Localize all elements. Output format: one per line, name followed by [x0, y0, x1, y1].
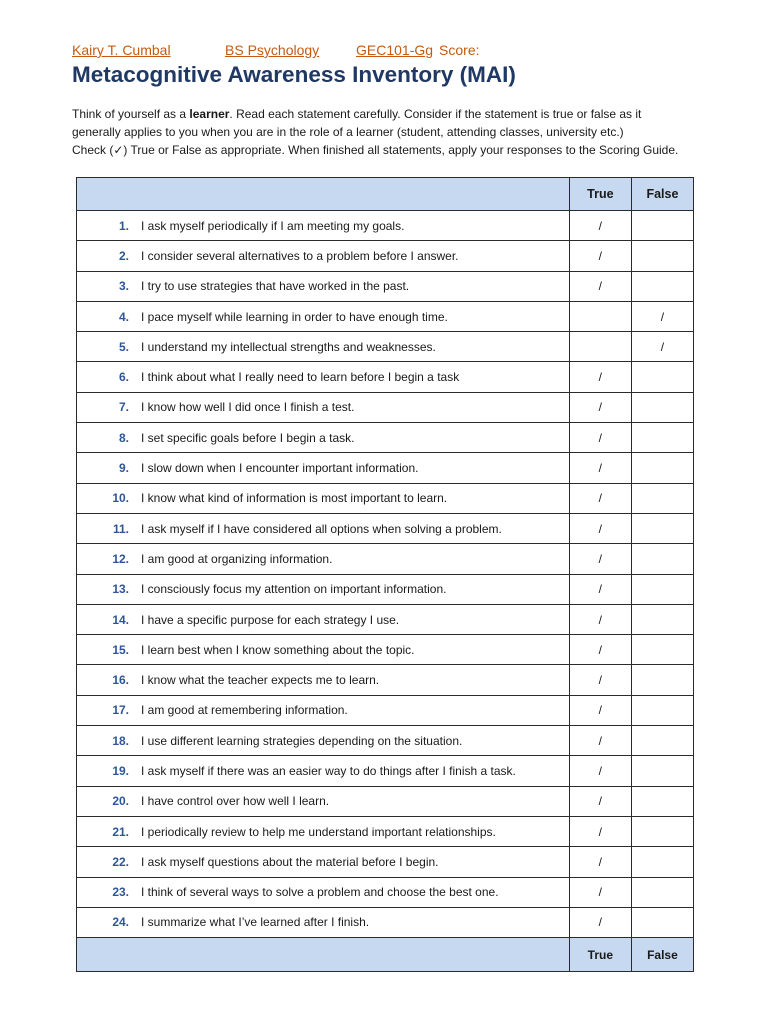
statement-number: 7.: [118, 400, 129, 415]
true-checkbox-cell[interactable]: /: [569, 271, 631, 301]
statement-text: I ask myself if I have considered all options when solving a problem.: [141, 521, 502, 536]
statement-number: 10.: [112, 491, 129, 506]
statement-number: 23.: [112, 885, 129, 900]
true-checkbox-cell[interactable]: /: [569, 392, 631, 422]
statement-number: 22.: [112, 854, 129, 869]
statement-number: 5.: [118, 339, 129, 354]
statement-text: I ask myself if there was an easier way to do things after I finish a task.: [141, 763, 516, 778]
true-checkbox-cell[interactable]: /: [569, 695, 631, 725]
statement-cell: [77, 695, 570, 725]
statement-text: I learn best when I know something about the topic.: [141, 642, 415, 657]
false-checkbox-cell[interactable]: [631, 877, 693, 907]
true-checkbox-cell[interactable]: /: [569, 756, 631, 786]
true-checkbox-cell[interactable]: /: [569, 665, 631, 695]
table-row: [77, 211, 694, 241]
statement-text: I have a specific purpose for each strategy I use.: [141, 612, 400, 627]
student-name: Kairy T. Cumbal: [72, 42, 171, 58]
instructions-text: Think of yourself as a: [72, 107, 190, 121]
table-footer-row: [77, 938, 694, 972]
statement-number: 21.: [112, 824, 129, 839]
statement-number: 12.: [112, 551, 129, 566]
statement-cell: [77, 665, 570, 695]
false-checkbox-cell[interactable]: [631, 756, 693, 786]
true-checkbox-cell[interactable]: /: [569, 483, 631, 513]
false-checkbox-cell[interactable]: [631, 423, 693, 453]
false-checkbox-cell[interactable]: /: [631, 332, 693, 362]
student-info-line: [72, 42, 480, 58]
table-row: [77, 635, 694, 665]
true-checkbox-cell[interactable]: /: [569, 423, 631, 453]
false-checkbox-cell[interactable]: [631, 362, 693, 392]
statement-text: I periodically review to help me understand important relationships.: [141, 824, 496, 839]
statement-cell: [77, 877, 570, 907]
false-checkbox-cell[interactable]: [631, 847, 693, 877]
table-row: [77, 241, 694, 271]
statement-cell: [77, 211, 570, 241]
true-checkbox-cell[interactable]: /: [569, 574, 631, 604]
statement-cell: [77, 726, 570, 756]
table-row: [77, 301, 694, 331]
table-row: [77, 604, 694, 634]
false-checkbox-cell[interactable]: [631, 392, 693, 422]
false-checkbox-cell[interactable]: [631, 574, 693, 604]
table-row: [77, 574, 694, 604]
statement-cell: [77, 513, 570, 543]
true-checkbox-cell[interactable]: /: [569, 544, 631, 574]
instructions-line-3: Check (✓) True or False as appropriate. When finished all statements, apply your responses to the Scoring Guide.: [72, 143, 679, 157]
statement-text: I have control over how well I learn.: [141, 794, 330, 809]
table-row: [77, 695, 694, 725]
true-checkbox-cell[interactable]: /: [569, 453, 631, 483]
false-checkbox-cell[interactable]: [631, 211, 693, 241]
instructions-bold-word: learner: [189, 107, 230, 121]
false-checkbox-cell[interactable]: [631, 816, 693, 846]
table-body: [77, 211, 694, 938]
true-checkbox-cell[interactable]: /: [569, 362, 631, 392]
statement-cell: [77, 816, 570, 846]
statement-number: 11.: [112, 521, 129, 536]
table-row: [77, 513, 694, 543]
false-checkbox-cell[interactable]: [631, 604, 693, 634]
statement-cell: [77, 453, 570, 483]
true-checkbox-cell[interactable]: /: [569, 847, 631, 877]
table-row: [77, 544, 694, 574]
statement-number: 9.: [118, 461, 129, 476]
true-checkbox-cell[interactable]: [569, 332, 631, 362]
course-code: GEC101-Gg: [356, 42, 434, 58]
statement-text: I consciously focus my attention on important information.: [141, 582, 447, 597]
false-column-footer: False: [631, 938, 693, 972]
statement-cell: [77, 907, 570, 937]
table-row: [77, 362, 694, 392]
table-row: [77, 423, 694, 453]
statement-text: I ask myself periodically if I am meeting my goals.: [141, 218, 405, 233]
score-label: Score:: [439, 42, 480, 58]
statement-text: I try to use strategies that have worked in the past.: [141, 279, 410, 294]
statement-number: 15.: [112, 642, 129, 657]
false-checkbox-cell[interactable]: [631, 695, 693, 725]
statement-cell: [77, 574, 570, 604]
false-checkbox-cell[interactable]: [631, 271, 693, 301]
statement-text: I summarize what I’ve learned after I finish.: [141, 915, 370, 930]
statement-text: I use different learning strategies depending on the situation.: [141, 733, 463, 748]
false-checkbox-cell[interactable]: [631, 907, 693, 937]
statement-cell: [77, 635, 570, 665]
statement-header-cell: [77, 178, 570, 211]
statement-cell: [77, 241, 570, 271]
statement-number: 8.: [118, 430, 129, 445]
false-checkbox-cell[interactable]: [631, 513, 693, 543]
statement-text: I am good at organizing information.: [141, 551, 333, 566]
table-row: [77, 756, 694, 786]
table-row: [77, 816, 694, 846]
true-checkbox-cell[interactable]: /: [569, 635, 631, 665]
false-checkbox-cell[interactable]: [631, 483, 693, 513]
statement-cell: [77, 423, 570, 453]
instructions-text: . Read each statement carefully. Consider if the statement is true or false as it: [229, 107, 642, 121]
false-checkbox-cell[interactable]: [631, 786, 693, 816]
table-row: [77, 453, 694, 483]
table-row: [77, 907, 694, 937]
statement-number: 18.: [112, 733, 129, 748]
statement-text: I set specific goals before I begin a task.: [141, 430, 355, 445]
table-row: [77, 392, 694, 422]
false-checkbox-cell[interactable]: [631, 241, 693, 271]
table-row: [77, 847, 694, 877]
false-column-header: False: [631, 178, 693, 211]
statement-cell: [77, 544, 570, 574]
false-checkbox-cell[interactable]: [631, 635, 693, 665]
table-row: [77, 877, 694, 907]
statement-text: I know what kind of information is most important to learn.: [141, 491, 448, 506]
statement-number: 16.: [112, 673, 129, 688]
true-column-header: True: [569, 178, 631, 211]
footer-blank-cell: [77, 938, 570, 972]
table-row: [77, 665, 694, 695]
false-checkbox-cell[interactable]: /: [631, 301, 693, 331]
statement-text: I am good at remembering information.: [141, 703, 348, 718]
statement-text: I know how well I did once I finish a test.: [141, 400, 355, 415]
table-row: [77, 483, 694, 513]
table-header-row: [77, 178, 694, 211]
statement-text: I think of several ways to solve a problem and choose the best one.: [141, 885, 499, 900]
true-checkbox-cell[interactable]: /: [569, 513, 631, 543]
statement-number: 17.: [112, 703, 129, 718]
statement-cell: [77, 847, 570, 877]
statement-number: 6.: [118, 370, 129, 385]
statement-number: 14.: [112, 612, 129, 627]
statement-text: I understand my intellectual strengths and weaknesses.: [141, 339, 436, 354]
statement-number: 24.: [112, 915, 129, 930]
statement-cell: [77, 786, 570, 816]
statement-cell: [77, 392, 570, 422]
statement-text: I know what the teacher expects me to learn.: [141, 673, 380, 688]
instructions: [72, 105, 712, 159]
false-checkbox-cell[interactable]: [631, 665, 693, 695]
true-column-footer: True: [569, 938, 631, 972]
true-checkbox-cell[interactable]: /: [569, 211, 631, 241]
true-checkbox-cell[interactable]: /: [569, 604, 631, 634]
program-name: BS Psychology: [225, 42, 320, 58]
statement-number: 4.: [118, 309, 129, 324]
true-checkbox-cell[interactable]: /: [569, 786, 631, 816]
false-checkbox-cell[interactable]: [631, 544, 693, 574]
statement-cell: [77, 483, 570, 513]
mai-table: [76, 177, 694, 972]
table-row: [77, 786, 694, 816]
true-checkbox-cell[interactable]: /: [569, 907, 631, 937]
true-checkbox-cell[interactable]: /: [569, 241, 631, 271]
table-row: [77, 271, 694, 301]
true-checkbox-cell[interactable]: /: [569, 726, 631, 756]
instructions-line-1: [72, 105, 712, 123]
false-checkbox-cell[interactable]: [631, 453, 693, 483]
statement-cell: [77, 362, 570, 392]
statement-number: 13.: [112, 582, 129, 597]
true-checkbox-cell[interactable]: /: [569, 877, 631, 907]
statement-number: 3.: [118, 279, 129, 294]
statement-text: I ask myself questions about the material before I begin.: [141, 854, 439, 869]
table-row: [77, 332, 694, 362]
statement-number: 19.: [112, 763, 129, 778]
instructions-line-2: generally applies to you when you are in the role of a learner (student, attending classes, university etc.): [72, 125, 624, 139]
statement-text: I consider several alternatives to a problem before I answer.: [141, 248, 459, 263]
statement-number: 1.: [118, 218, 129, 233]
statement-cell: [77, 332, 570, 362]
statement-text: I think about what I really need to learn before I begin a task: [141, 370, 460, 385]
true-checkbox-cell[interactable]: [569, 301, 631, 331]
statement-number: 20.: [112, 794, 129, 809]
statement-cell: [77, 271, 570, 301]
true-checkbox-cell[interactable]: /: [569, 816, 631, 846]
document-title: Metacognitive Awareness Inventory (MAI): [72, 62, 516, 87]
statement-cell: [77, 604, 570, 634]
false-checkbox-cell[interactable]: [631, 726, 693, 756]
statement-cell: [77, 756, 570, 786]
statement-number: 2.: [118, 248, 129, 263]
statement-text: I slow down when I encounter important information.: [141, 461, 419, 476]
statement-text: I pace myself while learning in order to have enough time.: [141, 309, 448, 324]
statement-cell: [77, 301, 570, 331]
table-row: [77, 726, 694, 756]
